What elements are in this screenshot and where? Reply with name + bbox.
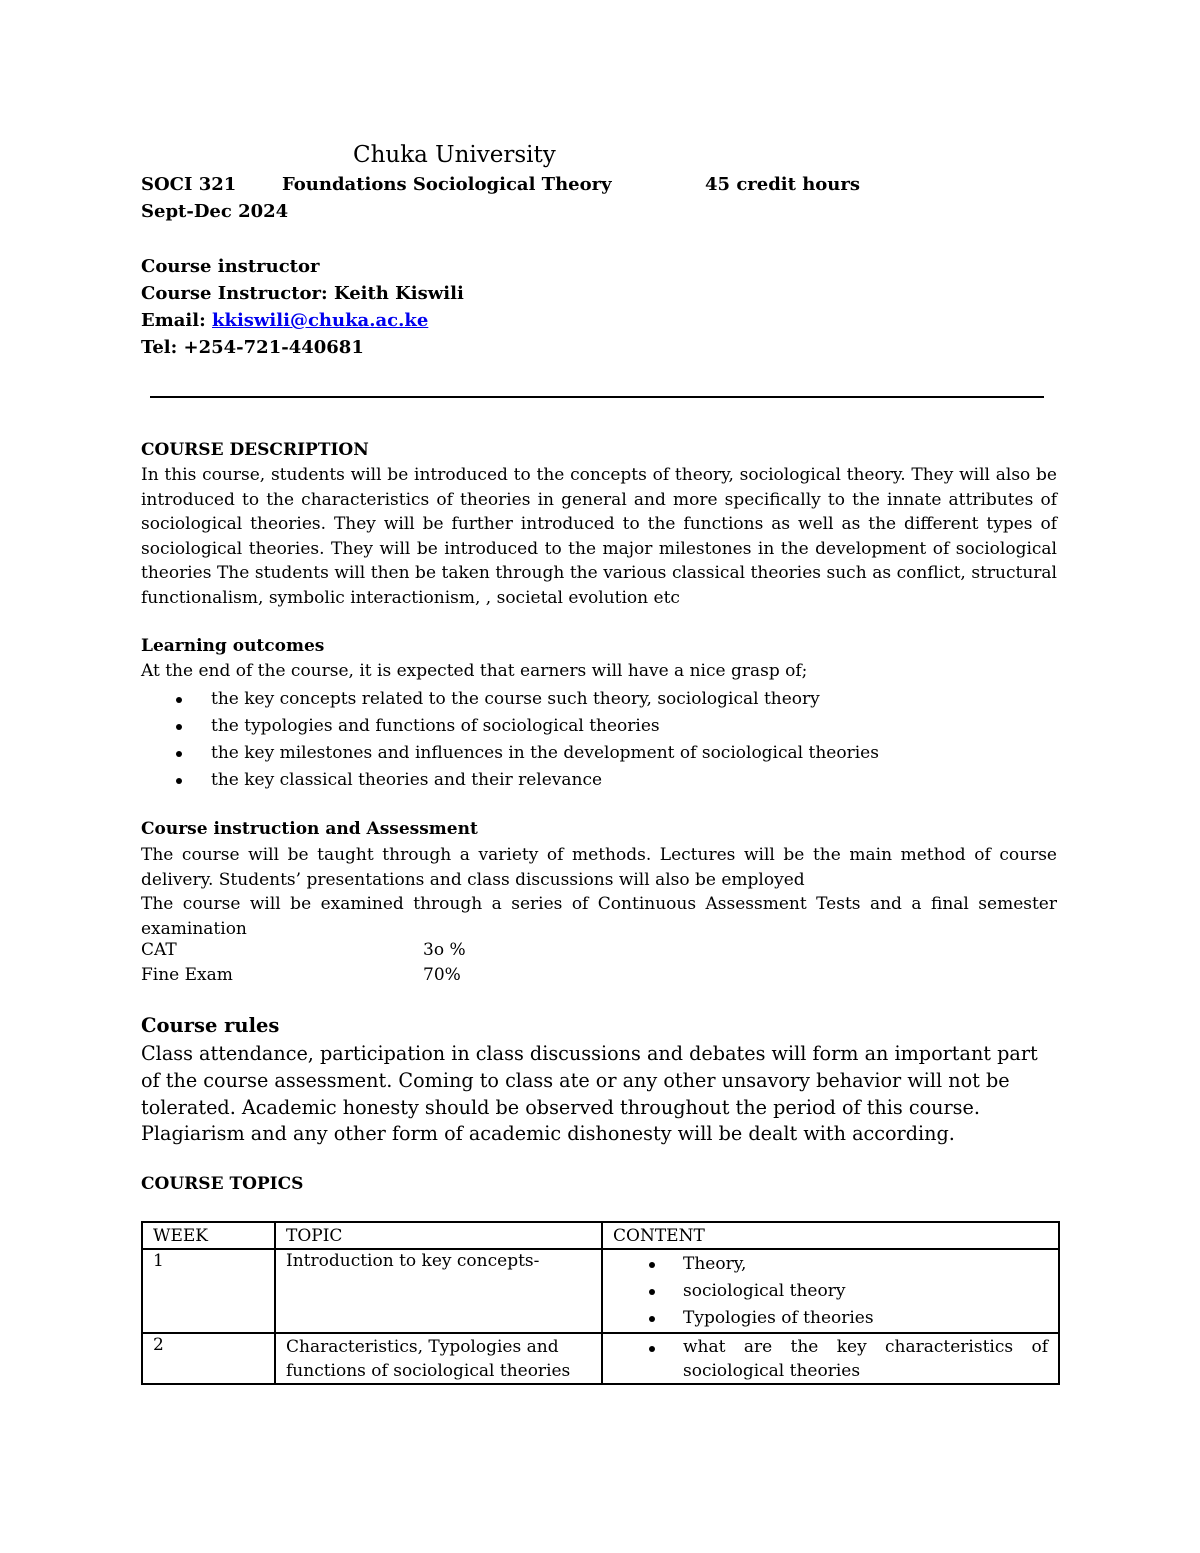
column-header-week: WEEK — [142, 1222, 275, 1249]
list-item: Theory, — [613, 1251, 1048, 1278]
content-list — [613, 1251, 1048, 1332]
course-title: Foundations Sociological Theory — [282, 174, 612, 195]
topics-heading: COURSE TOPICS — [141, 1174, 304, 1194]
description-heading: COURSE DESCRIPTION — [141, 440, 369, 460]
description-text: In this course, students will be introduced to the concepts of theory, sociological theory. They will also be introduced to the characteristics of theories in general and more specifically to the innate attributes of sociological theories. They will be further introduced to the functions as well as the different types of sociological theories. They will be introduced to the major milestones in the development of sociological theories The students will then be taken through the various classical theories such as conflict, structural functionalism, symbolic interactionism, , societal evolution etc — [141, 465, 1057, 608]
instruction-heading: Course instruction and Assessment — [141, 819, 478, 839]
list-item: what are the key characteristics of sociological theories — [613, 1335, 1048, 1383]
grade-value-exam: 70% — [423, 965, 461, 985]
grade-value-cat: 3o % — [423, 940, 466, 960]
week-cell: 2 — [142, 1333, 275, 1384]
credit-hours: 45 credit hours — [705, 174, 861, 195]
list-item: the key milestones and influences in the development of sociological theories — [141, 740, 879, 767]
email-link[interactable]: kkiswili@chuka.ac.ke — [212, 310, 429, 331]
column-header-content: CONTENT — [602, 1222, 1059, 1249]
list-item: the typologies and functions of sociological theories — [141, 713, 879, 740]
table-header-row — [142, 1222, 1059, 1249]
list-item: sociological theory — [613, 1278, 1048, 1305]
week-cell: 1 — [142, 1249, 275, 1333]
topics-table — [141, 1221, 1060, 1385]
instruction-paragraph-2: The course will be examined through a series of Continuous Assessment Tests and a final semester examination — [141, 894, 1057, 939]
divider — [150, 396, 1044, 398]
content-cell — [602, 1333, 1059, 1384]
topic-cell: Characteristics, Typologies and functions of sociological theories — [275, 1333, 602, 1384]
column-header-topic: TOPIC — [275, 1222, 602, 1249]
term: Sept-Dec 2024 — [141, 201, 289, 222]
rules-heading: Course rules — [141, 1014, 280, 1037]
list-item: the key classical theories and their relevance — [141, 767, 879, 794]
learning-outcomes-list — [141, 686, 879, 794]
instructor-heading: Course instructor — [141, 256, 320, 277]
learning-outcomes-intro: At the end of the course, it is expected that earners will have a nice grasp of; — [141, 661, 808, 681]
content-cell — [602, 1249, 1059, 1333]
instructor-name: Course Instructor: Keith Kiswili — [141, 283, 464, 304]
university-title: Chuka University — [353, 142, 556, 168]
topic-cell: Introduction to key concepts- — [275, 1249, 602, 1333]
grade-label-cat: CAT — [141, 940, 177, 960]
content-list — [613, 1335, 1048, 1383]
list-item: the key concepts related to the course such theory, sociological theory — [141, 686, 879, 713]
instructor-email-line — [141, 310, 428, 331]
instruction-paragraph-1: The course will be taught through a variety of methods. Lectures will be the main method of course delivery. Students’ presentations and class discussions will also be employed — [141, 845, 1057, 890]
learning-outcomes-heading: Learning outcomes — [141, 636, 325, 656]
list-item: Typologies of theories — [613, 1305, 1048, 1332]
table-row — [142, 1249, 1059, 1333]
rules-text: Class attendance, participation in class discussions and debates will form an important part of the course assessment. Coming to class ate or any other unsavory behavior will not be tolerated. Academic honesty should be observed throughout the period of this course. Plagiarism and any other form of academic dishonesty will be dealt with according. — [141, 1042, 1038, 1146]
table-row — [142, 1333, 1059, 1384]
grade-label-exam: Fine Exam — [141, 965, 233, 985]
instructor-tel: Tel: +254-721-440681 — [141, 337, 364, 358]
course-code: SOCI 321 — [141, 174, 237, 195]
email-label: Email: — [141, 310, 213, 331]
